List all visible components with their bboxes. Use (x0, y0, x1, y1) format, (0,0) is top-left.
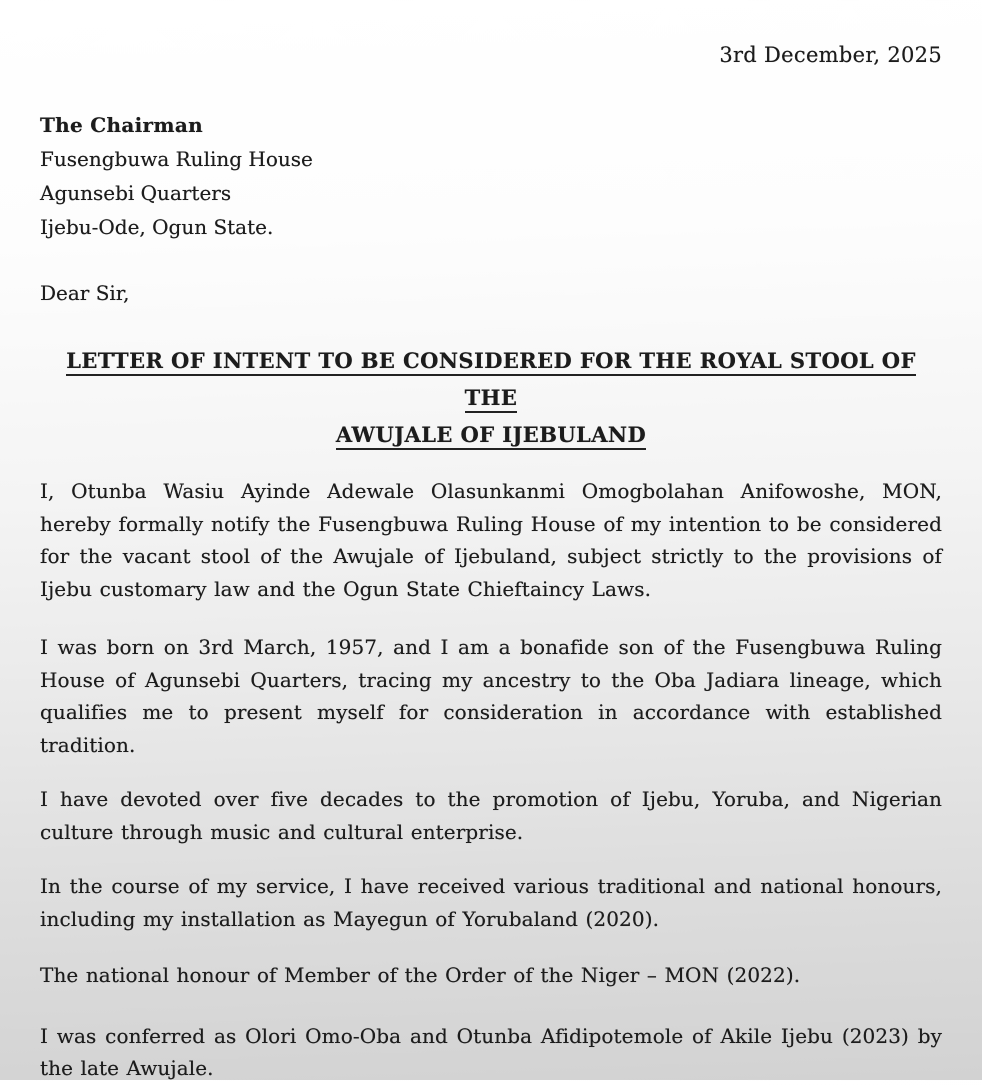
body-paragraph-lineage: I was born on 3rd March, 1957, and I am a bonafide son of the Fusengbuwa Ruling House of Agunsebi Quarters, tracing my ancestry to the Oba Jadiara lineage, which qualifies me to present myself for consideration in accordance with established tradition. (40, 635, 942, 757)
body-paragraph-honours: In the course of my service, I have received various traditional and national honours, including my installation as Mayegun of Yorubaland (2020). (40, 874, 942, 931)
body-paragraph-national-honour: The national honour of Member of the Order of the Niger – MON (2022). (40, 963, 801, 987)
salutation: Dear Sir, (40, 281, 130, 305)
recipient-address-line: Ijebu-Ode, Ogun State. (40, 215, 274, 239)
body-paragraph-culture: I have devoted over five decades to the promotion of Ijebu, Yoruba, and Nigerian culture through music and cultural enterprise. (40, 787, 942, 844)
recipient-block (40, 108, 942, 244)
letter-date: 3rd December, 2025 (719, 43, 942, 67)
subject-heading (40, 342, 942, 453)
subject-line-1: LETTER OF INTENT TO BE CONSIDERED FOR THE ROYAL STOOL OF THE (66, 348, 916, 413)
recipient-address-line: Fusengbuwa Ruling House (40, 147, 313, 171)
recipient-address-line: Agunsebi Quarters (40, 181, 232, 205)
body-paragraph-conferment: I was conferred as Olori Omo-Oba and Otunba Afidipotemole of Akile Ijebu (2023) by the late Awujale. (40, 1023, 942, 1080)
body-paragraph-intent: I, Otunba Wasiu Ayinde Adewale Olasunkanmi Omogbolahan Anifowoshe, MON, hereby formally notify the Fusengbuwa Ruling House of my intention to be considered for the vacant stool of the Awujale of Ijebuland, subject strictly to the provisions of Ijebu customary law and the Ogun State Chieftaincy Laws. (40, 479, 942, 601)
subject-line-2: AWUJALE OF IJEBULAND (336, 422, 646, 450)
recipient-name: The Chairman (40, 113, 203, 137)
